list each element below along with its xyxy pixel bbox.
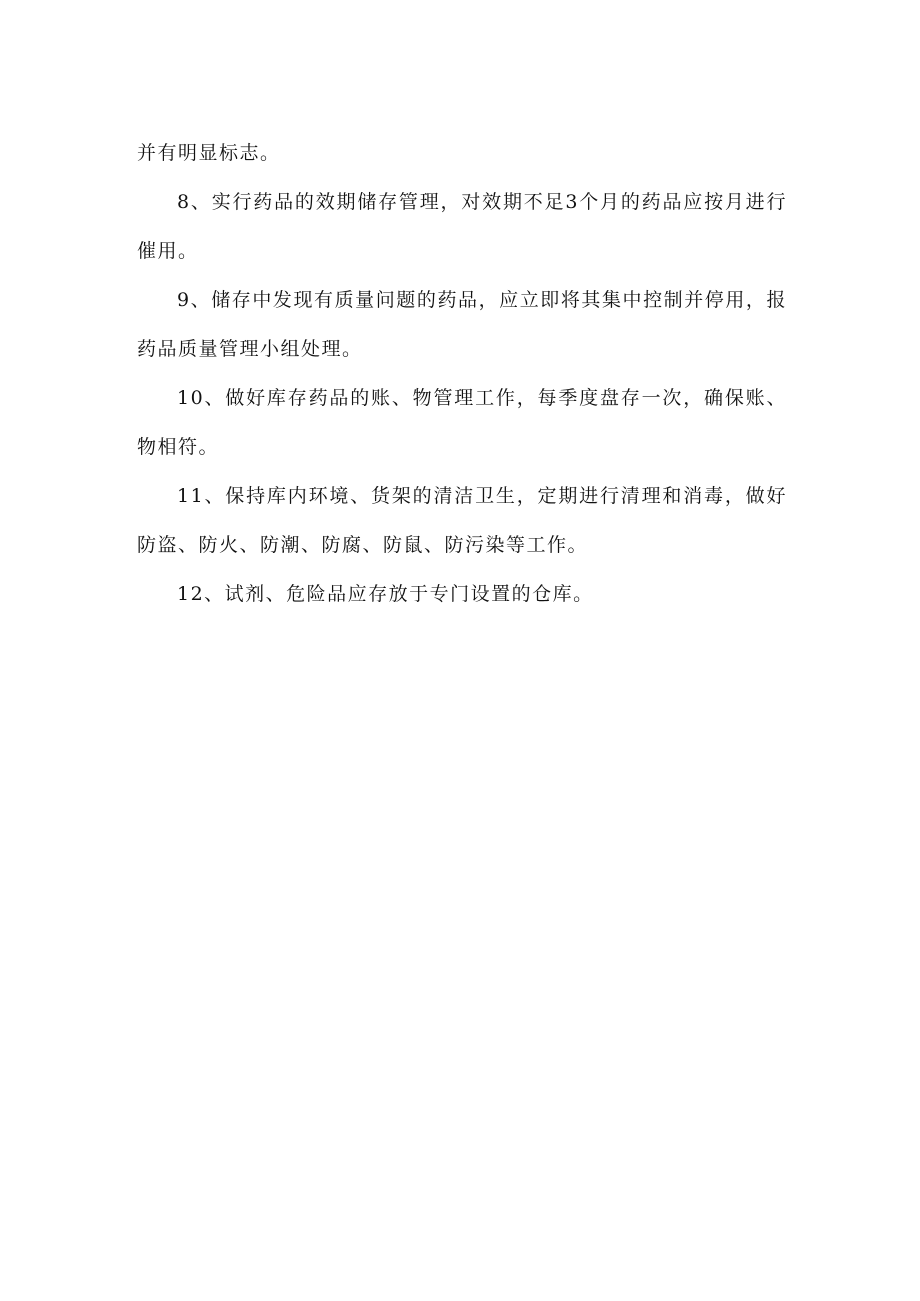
paragraph-item-12: 12、试剂、危险品应存放于专门设置的仓库。	[177, 583, 594, 605]
paragraph-item-10: 10、做好库存药品的账、物管理工作，每季度盘存一次，确保账、物相符。	[137, 387, 787, 458]
paragraph-continuation: 并有明显标志。	[137, 142, 281, 164]
paragraph-item-9: 9、储存中发现有质量问题的药品，应立即将其集中控制并停用，报药品质量管理小组处理。	[137, 289, 787, 360]
paragraph-item-8: 8、实行药品的效期储存管理，对效期不足3个月的药品应按月进行催用。	[137, 191, 787, 262]
document-body	[137, 129, 787, 619]
paragraph-item-11: 11、保持库内环境、货架的清洁卫生，定期进行清理和消毒，做好防盗、防火、防潮、防腐、防鼠、防污染等工作。	[137, 485, 787, 556]
